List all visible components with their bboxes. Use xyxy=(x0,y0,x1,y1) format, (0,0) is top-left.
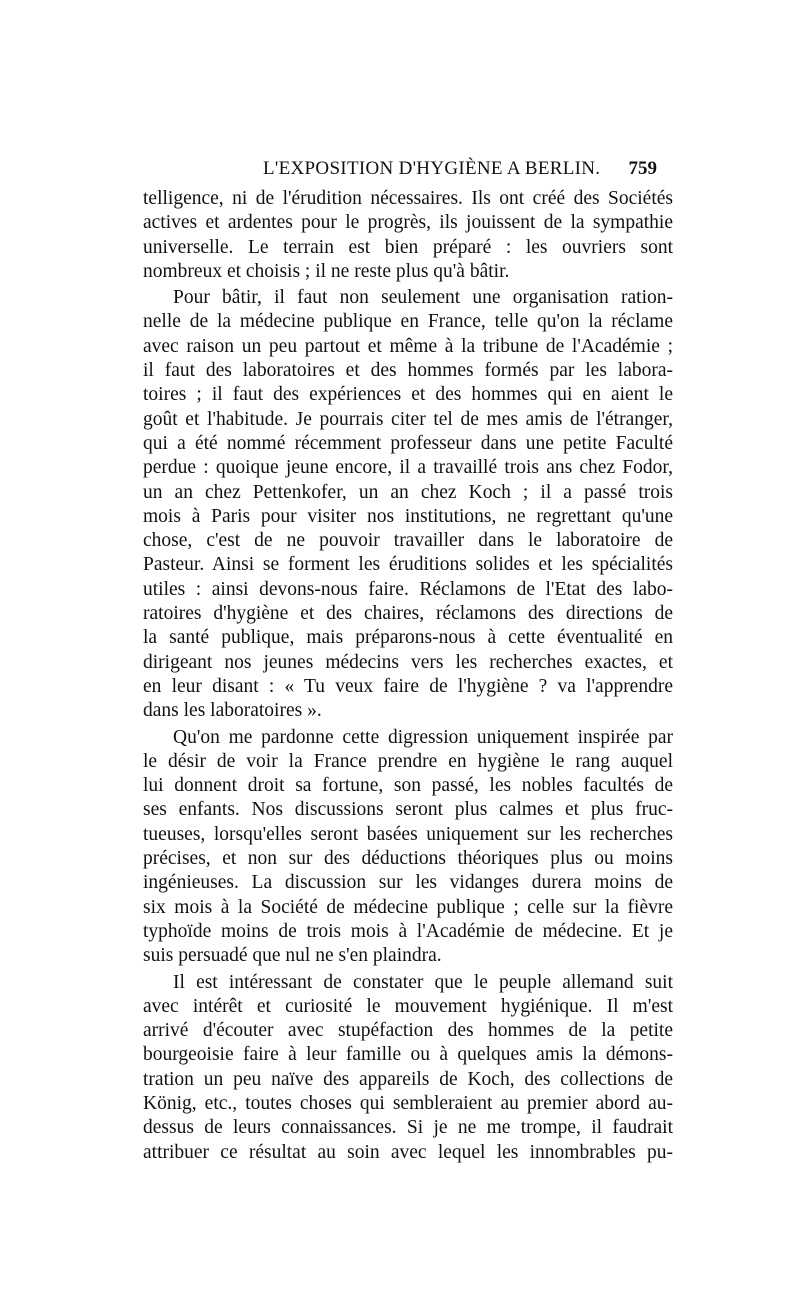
body-text xyxy=(143,187,673,1165)
text-line: typhoïde moins de trois mois à l'Académie de médecine. Et je xyxy=(143,920,673,942)
text-line: précises, et non sur des déductions théoriques plus ou moins xyxy=(143,848,673,870)
text-line: telligence, ni de l'érudition nécessaires. Ils ont créé des Sociétés xyxy=(143,188,673,209)
text-line: mois à Paris pour visiter nos institutions, ne regrettant qu'une xyxy=(143,505,673,527)
text-line: tration un peu naïve des appareils de Koch, des collections de xyxy=(143,1068,673,1090)
text-line: lui donnent droit sa fortune, son passé, les nobles facultés de xyxy=(143,775,673,797)
text-line: nelle de la médecine publique en France, telle qu'on la réclame xyxy=(143,311,673,333)
text-line: avec intérêt et curiosité le mouvement hygiénique. Il m'est xyxy=(143,995,673,1017)
text-line: Il est intéressant de constater que le peuple allemand suit xyxy=(173,971,673,993)
text-line: en leur disant : « Tu veux faire de l'hygiène ? va l'apprendre xyxy=(143,675,673,697)
text-line: tueuses, lorsqu'elles seront basées uniquement sur les recherches xyxy=(143,823,673,845)
text-line: ingénieuses. La discussion sur les vidanges durera moins de xyxy=(143,872,673,894)
paragraph xyxy=(143,187,673,284)
text-line: toires ; il faut des expériences et des hommes qui en aient le xyxy=(143,384,673,406)
text-line: qui a été nommé récemment professeur dans une petite Faculté xyxy=(143,432,673,454)
paragraph xyxy=(143,726,673,969)
text-line: perdue : quoique jeune encore, il a travaillé trois ans chez Fodor, xyxy=(143,457,673,479)
text-line: arrivé d'écouter avec stupéfaction des hommes de la petite xyxy=(143,1020,673,1042)
text-line: la santé publique, mais préparons-nous à cette éventualité en xyxy=(143,627,673,649)
text-line: dessus de leurs connaissances. Si je ne me trompe, il faudrait xyxy=(143,1117,673,1139)
running-title: L'EXPOSITION D'HYGIÈNE A BERLIN. xyxy=(263,158,601,179)
text-line: six mois à la Société de médecine publique ; celle sur la fièvre xyxy=(143,896,673,918)
paragraph xyxy=(143,286,673,723)
paragraph xyxy=(143,971,673,1165)
text-line: Pour bâtir, il faut non seulement une organisation ration- xyxy=(173,287,673,309)
text-line: Qu'on me pardonne cette digression uniquement inspirée par xyxy=(173,726,673,748)
text-line: goût et l'habitude. Je pourrais citer tel de mes amis de l'étranger, xyxy=(143,408,673,430)
text-line: universelle. Le terrain est bien préparé : les ouvriers sont xyxy=(143,236,673,258)
text-line: dirigeant nos jeunes médecins vers les recherches exactes, et xyxy=(143,651,673,673)
text-line: le désir de voir la France prendre en hygiène le rang auquel xyxy=(143,750,673,772)
text-line: König, etc., toutes choses qui sembleraient au premier abord au- xyxy=(143,1092,673,1114)
text-line: dans les laboratoires ». xyxy=(143,700,322,722)
text-line: bourgeoisie faire à leur famille ou à quelques amis la démons- xyxy=(143,1044,673,1066)
text-line: actives et ardentes pour le progrès, ils jouissent de la sympathie xyxy=(143,212,673,234)
text-line: ratoires d'hygiène et des chaires, réclamons des directions de xyxy=(143,603,673,625)
text-line: nombreux et choisis ; il ne reste plus qu'à bâtir. xyxy=(143,260,510,282)
text-line: attribuer ce résultat au soin avec lequel les innombrables pu- xyxy=(143,1141,673,1163)
text-line: ses enfants. Nos discussions seront plus calmes et plus fruc- xyxy=(143,799,673,821)
text-line: avec raison un peu partout et même à la tribune de l'Académie ; xyxy=(143,335,673,357)
text-line: suis persuadé que nul ne s'en plaindra. xyxy=(143,945,442,967)
page-number: 759 xyxy=(628,158,657,179)
text-line: un an chez Pettenkofer, un an chez Koch ; il a passé trois xyxy=(143,481,673,503)
running-head xyxy=(137,158,657,186)
text-line: il faut des laboratoires et des hommes formés par les labora- xyxy=(143,360,673,382)
text-line: utiles : ainsi devons-nous faire. Réclamons de l'Etat des labo- xyxy=(143,578,673,600)
text-line: chose, c'est de ne pouvoir travailler dans le laboratoire de xyxy=(143,530,673,552)
text-line: Pasteur. Ainsi se forment les éruditions solides et les spécialités xyxy=(143,554,673,576)
